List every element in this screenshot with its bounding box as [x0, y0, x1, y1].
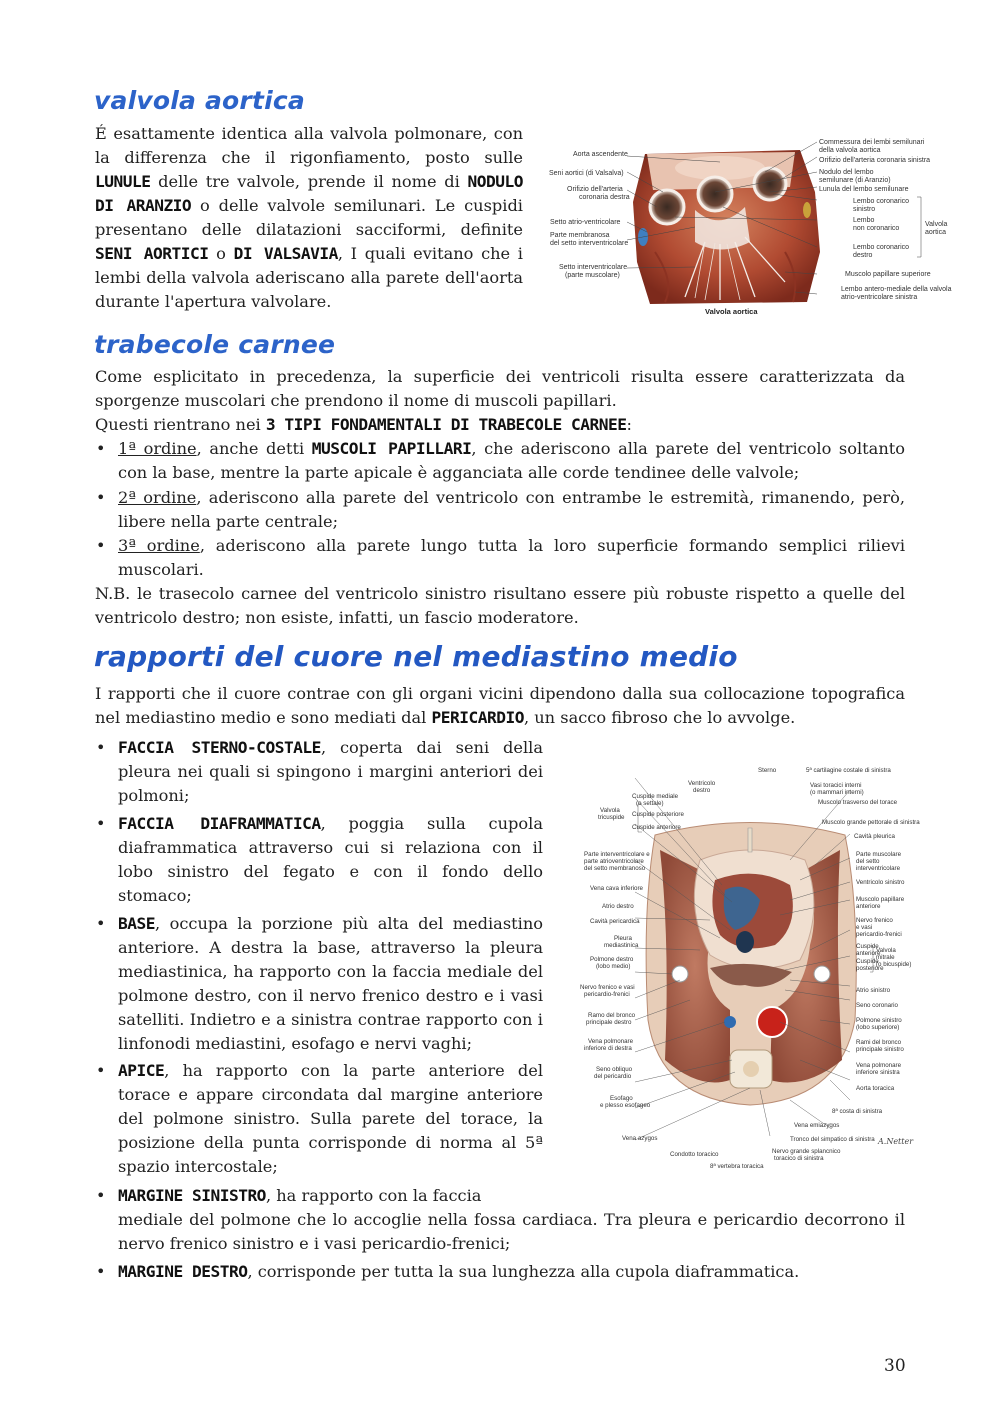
label-bracket-valvola: Valvola	[925, 221, 948, 228]
label-ramo-bronco: Ramo del bronco	[588, 1012, 636, 1019]
list-item	[118, 1260, 905, 1284]
keyword-pericardio: PERICARDIO	[431, 708, 524, 727]
text-run: o delle valvole semilunari. Le cuspidi presentano delle dilatazioni sacciformi, definite	[95, 196, 523, 239]
text-run: , anche detti	[196, 439, 312, 458]
label-setto-interventricolare: del setto interventricolare	[550, 240, 629, 247]
label-lembo-coronarico-dx: Lembo coronarico	[853, 244, 910, 251]
label-tricuspide: tricuspide	[598, 814, 625, 821]
label-tronco-simpatico: Tronco del simpatico di sinistra	[790, 1136, 875, 1143]
text-run: É esattamente identica alla valvola polmonare, con la differenza che il rigonfiamento, posto sulle	[95, 124, 523, 167]
label-commessura: Commessura dei lembi semilunari	[819, 139, 925, 146]
keyword-seni-aortici: SENI AORTICI	[95, 244, 209, 263]
label-inferiore-sinistra: inferiore sinistra	[856, 1069, 900, 1076]
label-toracico-sinistra: toracico di sinistra	[774, 1155, 824, 1162]
label-8-costa: 8ª costa di sinistra	[832, 1108, 883, 1115]
text-run: , corrisponde per tutta la sua lunghezza alla cupola diaframmatica.	[247, 1262, 800, 1281]
label-parte-muscolare: (parte muscolare)	[565, 272, 620, 279]
text-run: , che aderiscono alla parete del ventricolo soltanto con la base, mentre la parte apicale è agganciata alle corde tendinee delle valvole;	[118, 439, 905, 482]
label-lembo: Lembo	[853, 217, 875, 224]
label-principale-destro: principale destro	[586, 1019, 632, 1026]
label-seno-obliquo: Seno obliquo	[596, 1066, 633, 1073]
label-8-vertebra: 8ª vertebra toracica	[710, 1163, 764, 1170]
label-vasi-toracici: Vasi toracici interni	[810, 782, 862, 789]
keyword-margine-destro: MARGINE DESTRO	[118, 1262, 248, 1281]
text-run: , occupa la porzione più alta del mediastino anteriore. A destra la base, attraverso la pleura mediastinica, ha rapporto con la faccia mediale del polmone destro, con il nervo frenico destro e i vasi satelliti. Indietro e a sinistra contrae rapporto con i linfonodi mediastini, esofago e nervi vaghi;	[118, 914, 543, 1053]
paragraph-valvola-aortica	[95, 122, 523, 314]
list-item	[118, 437, 905, 485]
label-lembo-coronarico-sin: Lembo coronarico	[853, 198, 910, 205]
list-item	[118, 736, 543, 808]
paragraph-rapporti-intro	[95, 682, 905, 730]
label-lembo-antero-mediale: Lembo antero-mediale della valvola	[841, 286, 952, 293]
text-run: , aderiscono alla parete lungo tutta la loro superficie formando semplici rilievi muscolari.	[118, 536, 905, 579]
bullet: •	[96, 738, 106, 757]
label-cuspide-mediale: Cuspide mediale	[632, 793, 679, 800]
bullet: •	[96, 439, 106, 458]
label-principale-sinistro: principale sinistro	[856, 1046, 904, 1053]
label-seno-coronario: Seno coronario	[856, 1002, 898, 1009]
label-vena-polmonare: Vena polmonare	[588, 1038, 634, 1045]
label-anteriore-2: anteriore	[856, 950, 881, 957]
list-item	[118, 812, 543, 908]
label-valvola-mitrale-1: Valvola	[876, 947, 896, 954]
paragraph-trabecole-types	[95, 413, 905, 437]
label-condotto-toracico: Condotto toracico	[670, 1151, 719, 1158]
label-atrio-destro: Atrio destro	[602, 903, 634, 910]
label-aorta-toracica: Aorta toracica	[856, 1085, 895, 1092]
label-lobo-superiore: (lobo superiore)	[856, 1024, 900, 1031]
list-item	[118, 912, 543, 1056]
label-parte-interventricolare: Parte interventricolare e	[584, 851, 650, 858]
label-esofago: Esofago	[610, 1095, 633, 1102]
label-nodulo: Nodulo del lembo	[819, 169, 874, 176]
aortic-valve-left-labels	[549, 151, 630, 279]
label-parte-membranosa: Parte membranosa	[550, 232, 610, 239]
label-del-setto: del setto	[856, 858, 880, 865]
text-run: , aderiscono alla parete del ventricolo con entrambe le estremità, rimanendo, però, libere nella parte centrale;	[118, 488, 905, 531]
figure-caption: Valvola aortica	[705, 307, 758, 316]
label-e-vasi: e vasi	[856, 924, 873, 931]
label-setto-av: Setto atrio-ventricolare	[550, 219, 621, 226]
label-cuspide-posteriore: Cuspide posteriore	[632, 811, 684, 818]
keyword-lunule: LUNULE	[95, 172, 151, 191]
aortic-valve-right-labels	[819, 139, 952, 301]
label-pericardio-frenici-sx: pericardio-frenici	[856, 931, 902, 938]
label-parte-muscolare: Parte muscolare	[856, 851, 902, 858]
label-5-cartilagine: 5ª cartilagine costale di sinistra	[806, 767, 891, 774]
label-vena-cava: Vena cava inferiore	[590, 885, 643, 892]
text-run: , I quali evitano che i lembi della valvola aderiscano alla parete dell'aorta durante l'apertura valvolare.	[95, 244, 523, 311]
label-atrio-ventricolare: atrio-ventricolare sinistra	[841, 294, 918, 301]
text-run: , coperta dai seni della pleura nei quali si spingono i margini anteriori dei polmoni;	[118, 738, 543, 805]
label-vena-azygos: Vena azygos	[622, 1135, 658, 1142]
label-mammari: (o mammari interni)	[810, 789, 864, 796]
bullet: •	[96, 914, 106, 933]
label-valvola-aortica-sub: della valvola aortica	[819, 147, 881, 154]
text-run: , ha rapporto con la faccia	[265, 1186, 482, 1205]
label-setto-membranoso: del setto membranoso	[584, 865, 646, 872]
text-run: I rapporti che il cuore contrae con gli organi vicini dipendono dalla sua collocazione topografica nel mediastino medio e sono mediati dal	[95, 684, 905, 727]
illustrator-signature: A.Netter	[878, 1137, 914, 1146]
keyword-base: BASE	[118, 914, 155, 933]
text-run: o	[208, 244, 234, 263]
label-inferiore-destra: inferiore di destra	[584, 1045, 632, 1052]
label-cavita-pleurica: Cavità pleurica	[854, 833, 895, 840]
label-orifizio-sinistra: Orifizio dell'arteria coronaria sinistra	[819, 157, 931, 164]
label-polmone-destro: Polmone destro	[590, 956, 634, 963]
text-run: :	[626, 415, 632, 434]
label-grande-pettorale: Muscolo grande pettorale di sinistra	[822, 819, 920, 826]
list-item	[118, 486, 905, 534]
label-rami-bronco: Rami del bronco	[856, 1039, 902, 1046]
label-cuspide-post: Cuspide	[856, 958, 879, 965]
page-number: 30	[884, 1356, 906, 1376]
label-pericardio-frenici: pericardio-frenici	[584, 991, 630, 998]
label-destro: destro	[693, 787, 711, 794]
text-run: , poggia sulla cupola diaframmatica attraverso cui si relaziona con il lobo sinistro del fegato e con il fondo dello stomaco;	[118, 814, 543, 905]
label-orifizio-coronaria: Orifizio dell'arteria	[567, 186, 623, 193]
label-valvola-mitrale-2: mitrale	[876, 954, 895, 961]
label-polmone-sinistro: Polmone sinistro	[856, 1017, 902, 1024]
list-item	[118, 1059, 543, 1179]
label-interventricolare: interventricolare	[856, 865, 901, 872]
label-vena-polmonare-sx: Vena polmonare	[856, 1062, 902, 1069]
label-valvola-mitrale-3: (o bicuspide)	[876, 961, 912, 968]
label-non-coronarico: non coronarico	[853, 225, 900, 232]
keyword-nodulo-aranzio: NODULO DI ARANZIO	[95, 172, 523, 215]
label-muscolo-trasverso: Muscolo trasverso del torace	[818, 799, 898, 806]
label-sinistro: sinistro	[853, 206, 876, 213]
label-sterno: Sterno	[758, 767, 777, 774]
bullet: •	[96, 1061, 106, 1080]
keyword-valsavia: DI VALSAVIA	[233, 244, 338, 263]
heading-trabecole-carnee: trabecole carnee	[94, 330, 336, 359]
label-lobo-medio: (lobo medio)	[596, 963, 631, 970]
label-bracket-aortica: aortica	[925, 229, 947, 236]
text-run: , un sacco fibroso che lo avvolge.	[523, 708, 796, 727]
thorax-cross-section-illustration	[560, 760, 940, 1170]
label-mediastinica: mediastinica	[604, 942, 639, 949]
label-del-pericardio: del pericardio	[594, 1073, 632, 1080]
keyword-3-tipi: 3 TIPI FONDAMENTALI DI TRABECOLE CARNEE	[265, 415, 627, 434]
label-cavita-pericardica: Cavità pericardica	[590, 918, 640, 925]
keyword-faccia-sterno-costale: FACCIA STERNO-COSTALE	[118, 738, 321, 757]
order-label: 2ª ordine	[118, 488, 197, 507]
label-lunula: Lunula del lembo semilunare	[819, 186, 909, 193]
thorax-top-labels	[598, 767, 920, 831]
label-posteriore: posteriore	[856, 965, 884, 972]
label-destro: destro	[853, 252, 873, 259]
paragraph-trabecole-intro: Come esplicitato in precedenza, la superficie dei ventricoli risulta essere caratterizzata da sporgenze muscolari che prendono il nome di muscoli papillari.	[95, 367, 905, 410]
list-item	[118, 534, 905, 582]
paragraph-nb: N.B. le trasecolo carnee del ventricolo sinistro risultano essere più robuste rispetto a quelle del ventricolo destro; non esiste, infatti, un fascio moderatore.	[95, 584, 905, 627]
label-setto-iv: Setto interventricolare	[559, 264, 628, 271]
label-plesso-esofageo: e plesso esofageo	[600, 1102, 651, 1109]
keyword-margine-sinistro: MARGINE SINISTRO	[118, 1186, 266, 1205]
label-atrio-sinistro: Atrio sinistro	[856, 987, 891, 994]
list-item	[118, 1184, 543, 1208]
label-aorta-ascendente: Aorta ascendente	[573, 151, 628, 158]
label-valvola: Valvola	[600, 807, 620, 814]
label-vena-emiazygos: Vena emiazygos	[794, 1122, 840, 1129]
label-parte-atrioventricolare: parte atrioventricolare	[584, 858, 644, 865]
text-run: Questi rientrano nei	[95, 415, 266, 434]
label-nervo-frenico: Nervo frenico e vasi	[580, 984, 635, 991]
label-nervo-frenico-sx: Nervo frenico	[856, 917, 893, 924]
aortic-valve-illustration	[545, 132, 955, 322]
label-ventricolo-sinistro: Ventricolo sinistro	[856, 879, 905, 886]
order-label: 1ª ordine	[118, 439, 197, 458]
order-label: 3ª ordine	[118, 536, 200, 555]
heading-rapporti: rapporti del cuore nel mediastino medio	[94, 640, 738, 673]
label-seni-aortici: Seni aortici (di Valsalva)	[549, 170, 624, 177]
text-run: delle tre valvole, prende il nome di	[150, 172, 468, 191]
keyword-faccia-diaframmatica: FACCIA DIAFRAMMATICA	[118, 814, 321, 833]
bullet: •	[96, 1186, 106, 1205]
label-cuspide-ant: Cuspide	[856, 943, 879, 950]
label-coronaria-destra: coronaria destra	[579, 194, 630, 201]
bullet: •	[96, 814, 106, 833]
label-pleura: Pleura	[614, 935, 632, 942]
label-muscolo-papillare: Muscolo papillare	[856, 896, 905, 903]
label-anteriore: anteriore	[856, 903, 881, 910]
label-settale: (o settale)	[636, 800, 664, 807]
label-ventricolo: Ventricolo	[688, 780, 716, 787]
label-cuspide-anteriore: Cuspide anteriore	[632, 824, 681, 831]
bullet: •	[96, 536, 106, 555]
bullet: •	[96, 1262, 106, 1281]
list-item-continuation: mediale del polmone che lo accoglie nella fossa cardiaca. Tra pleura e pericardio decorrono il nervo frenico sinistro e i vasi pericardio-frenici;	[118, 1210, 905, 1253]
label-muscolo-papillare: Muscolo papillare superiore	[845, 271, 931, 278]
text-run: , ha rapporto con la parte anteriore del torace e appare circondata dal margine anteriore del polmone sinistro. Sulla parete del torace, la posizione della punta corrisponde di norma al 5ª spazio intercostale;	[118, 1061, 543, 1176]
keyword-muscoli-papillari: MUSCOLI PAPILLARI	[311, 439, 472, 458]
keyword-apice: APICE	[118, 1061, 165, 1080]
label-semilunare-aranzio: semilunare (di Aranzio)	[819, 177, 891, 184]
heading-valvola-aortica: valvola aortica	[94, 86, 305, 115]
label-nervo-splancnico: Nervo grande splancnico	[772, 1148, 841, 1155]
bullet: •	[96, 488, 106, 507]
